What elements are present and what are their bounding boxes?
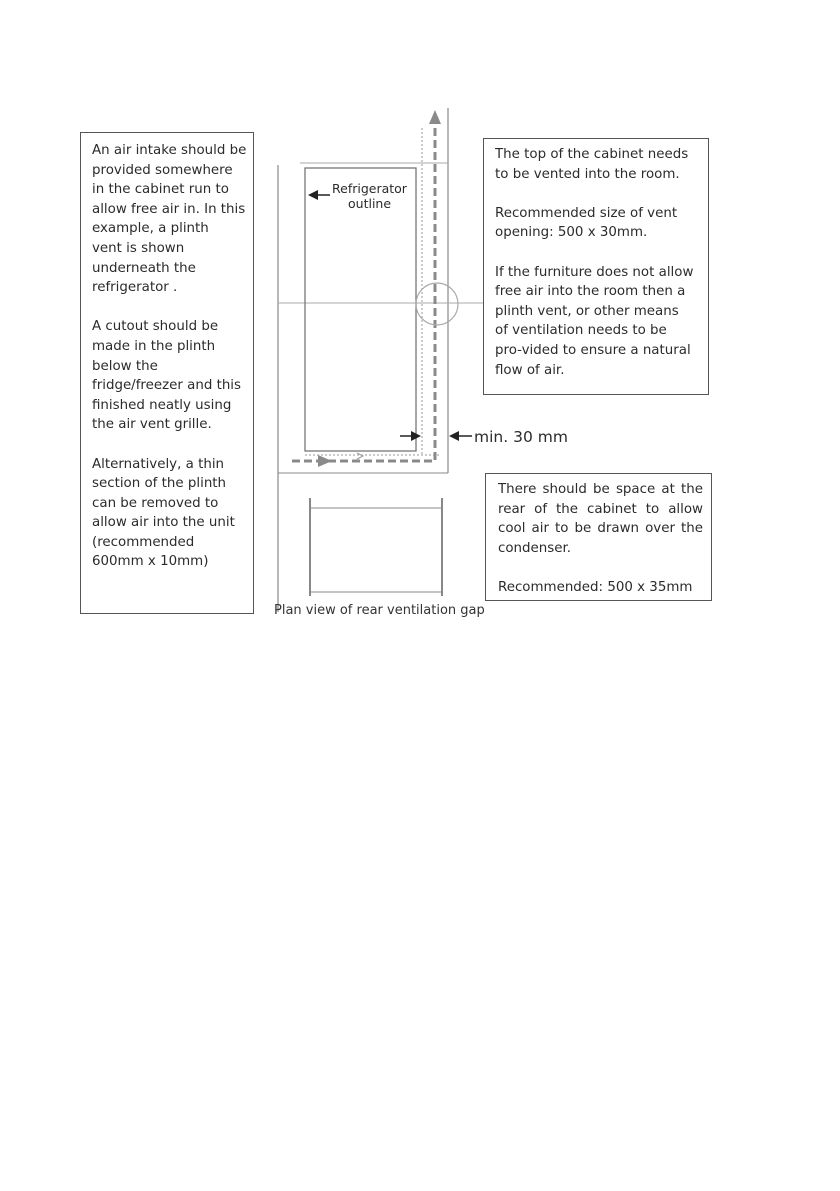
alternative-paragraph: Alternatively, a thin section of the plinth can be removed to allow air into the unit (recommended 600mm x 10mm) <box>92 456 235 570</box>
fridge-label-line2: outline <box>348 196 392 211</box>
vent-size-paragraph: Recommended size of vent opening: 500 x 30mm. <box>495 205 678 241</box>
rear-space-paragraph: There should be space at the rear of the cabinet to allow cool air to be drawn over the condenser. <box>498 482 703 556</box>
fridge-label-line1: Refrigerator <box>332 181 407 196</box>
fridge-label-arrowhead <box>308 190 318 200</box>
rear-space-info-box <box>485 473 712 601</box>
airflow-arrowhead-left <box>318 455 332 467</box>
furniture-paragraph: If the furniture does not allow free air into the room then a plinth vent, or other means of ventilation needs to be pro-vided to ensure a natural flow of air. <box>495 264 694 378</box>
rear-recommended-paragraph: Recommended: 500 x 35mm <box>498 579 693 595</box>
min-gap-label: min. 30 mm <box>474 428 568 446</box>
top-vent-paragraph: The top of the cabinet needs to be vented into the room. <box>495 147 689 182</box>
airflow-arrow <box>292 118 435 461</box>
diagram-caption: Plan view of rear ventilation gap <box>274 603 485 618</box>
air-intake-paragraph: An air intake should be provided somewhere in the cabinet run to allow free air in. In this example, a plinth vent is shown underneath the refrigerator . <box>92 143 247 296</box>
cutout-paragraph: A cutout should be made in the plinth below the fridge/freezer and this finished neatly using the air vent grille. <box>92 319 242 433</box>
dim-arrow-right-head <box>449 431 459 441</box>
airflow-arrowhead-top <box>429 110 441 124</box>
top-vent-info-box <box>483 138 709 395</box>
air-intake-info-box <box>80 132 254 614</box>
small-arrow-bottom <box>357 453 363 459</box>
